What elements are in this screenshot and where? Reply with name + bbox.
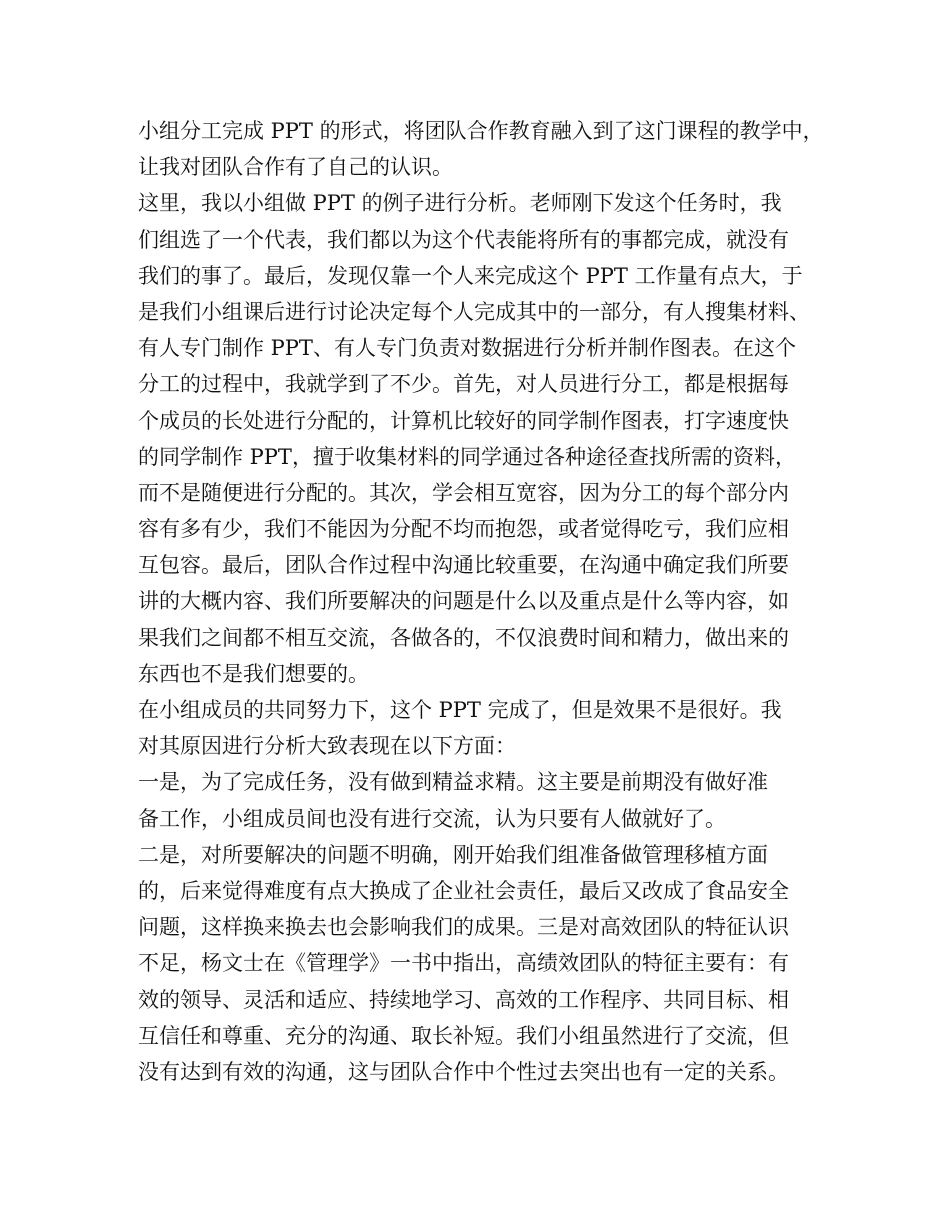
text-line: 对其原因进行分析大致表现在以下方面：: [138, 734, 516, 759]
text-line: 我们的事了。最后，发现仅靠一个人来完成这个 PPT 工作量有点大，于: [138, 263, 803, 288]
text-line: 讲的大概内容、我们所要解决的问题是什么以及重点是什么等内容，如: [138, 589, 789, 614]
body-text: [138, 113, 838, 1090]
text-line: 容有多有少，我们不能因为分配不均而抱怨，或者觉得吃亏，我们应相: [138, 517, 789, 542]
text-line: 果我们之间都不相互交流，各做各的，不仅浪费时间和精力，做出来的: [138, 625, 789, 650]
text-line: 而不是随便进行分配的。其次，学会相互宽容，因为分工的每个部分内: [138, 480, 789, 505]
text-line: 小组分工完成 PPT 的形式，将团队合作教育融入到了这门课程的教学中，: [138, 119, 824, 143]
text-line: 在小组成员的共同努力下，这个 PPT 完成了，但是效果不是很好。我: [138, 698, 782, 722]
text-line: 个成员的长处进行分配的，计算机比较好的同学制作图表，打字速度快: [138, 408, 789, 433]
text-line: 让我对团队合作有了自己的认识。: [138, 155, 453, 180]
text-line: 有人专门制作 PPT、有人专门负责对数据进行分析并制作图表。在这个: [138, 336, 796, 361]
text-line: 这里，我以小组做 PPT 的例子进行分析。老师刚下发这个任务时，我: [138, 191, 782, 216]
text-line: 互包容。最后，团队合作过程中沟通比较重要，在沟通中确定我们所要: [138, 553, 789, 578]
text-line: 是我们小组课后进行讨论决定每个人完成其中的一部分，有人搜集材料、: [138, 299, 810, 324]
text-line: 的，后来觉得难度有点大换成了企业社会责任，最后又改成了食品安全: [138, 878, 789, 903]
text-line: 效的领导、灵活和适应、持续地学习、高效的工作程序、共同目标、相: [138, 987, 789, 1012]
text-line: 问题，这样换来换去也会影响我们的成果。三是对高效团队的特征认识: [138, 915, 789, 940]
text-line: 互信任和尊重、充分的沟通、取长补短。我们小组虽然进行了交流，但: [138, 1023, 789, 1048]
text-line: 二是，对所要解决的问题不明确，刚开始我们组准备做管理移植方面: [138, 842, 768, 867]
text-line: 没有达到有效的沟通，这与团队合作中个性过去突出也有一定的关系。: [138, 1059, 789, 1084]
text-line: 的同学制作 PPT，擅于收集材料的同学通过各种途径查找所需的资料，: [138, 444, 796, 469]
text-line: 分工的过程中，我就学到了不少。首先，对人员进行分工，都是根据每: [138, 372, 789, 397]
text-line: 一是，为了完成任务，没有做到精益求精。这主要是前期没有做好准: [138, 770, 768, 795]
text-line: 备工作，小组成员间也没有进行交流，认为只要有人做就好了。: [138, 806, 726, 831]
text-line: 东西也不是我们想要的。: [138, 661, 369, 686]
text-line: 不足，杨文士在《管理学》一书中指出，高绩效团队的特征主要有：有: [138, 951, 789, 976]
text-line: 们组选了一个代表，我们都以为这个代表能将所有的事都完成，就没有: [138, 227, 789, 252]
